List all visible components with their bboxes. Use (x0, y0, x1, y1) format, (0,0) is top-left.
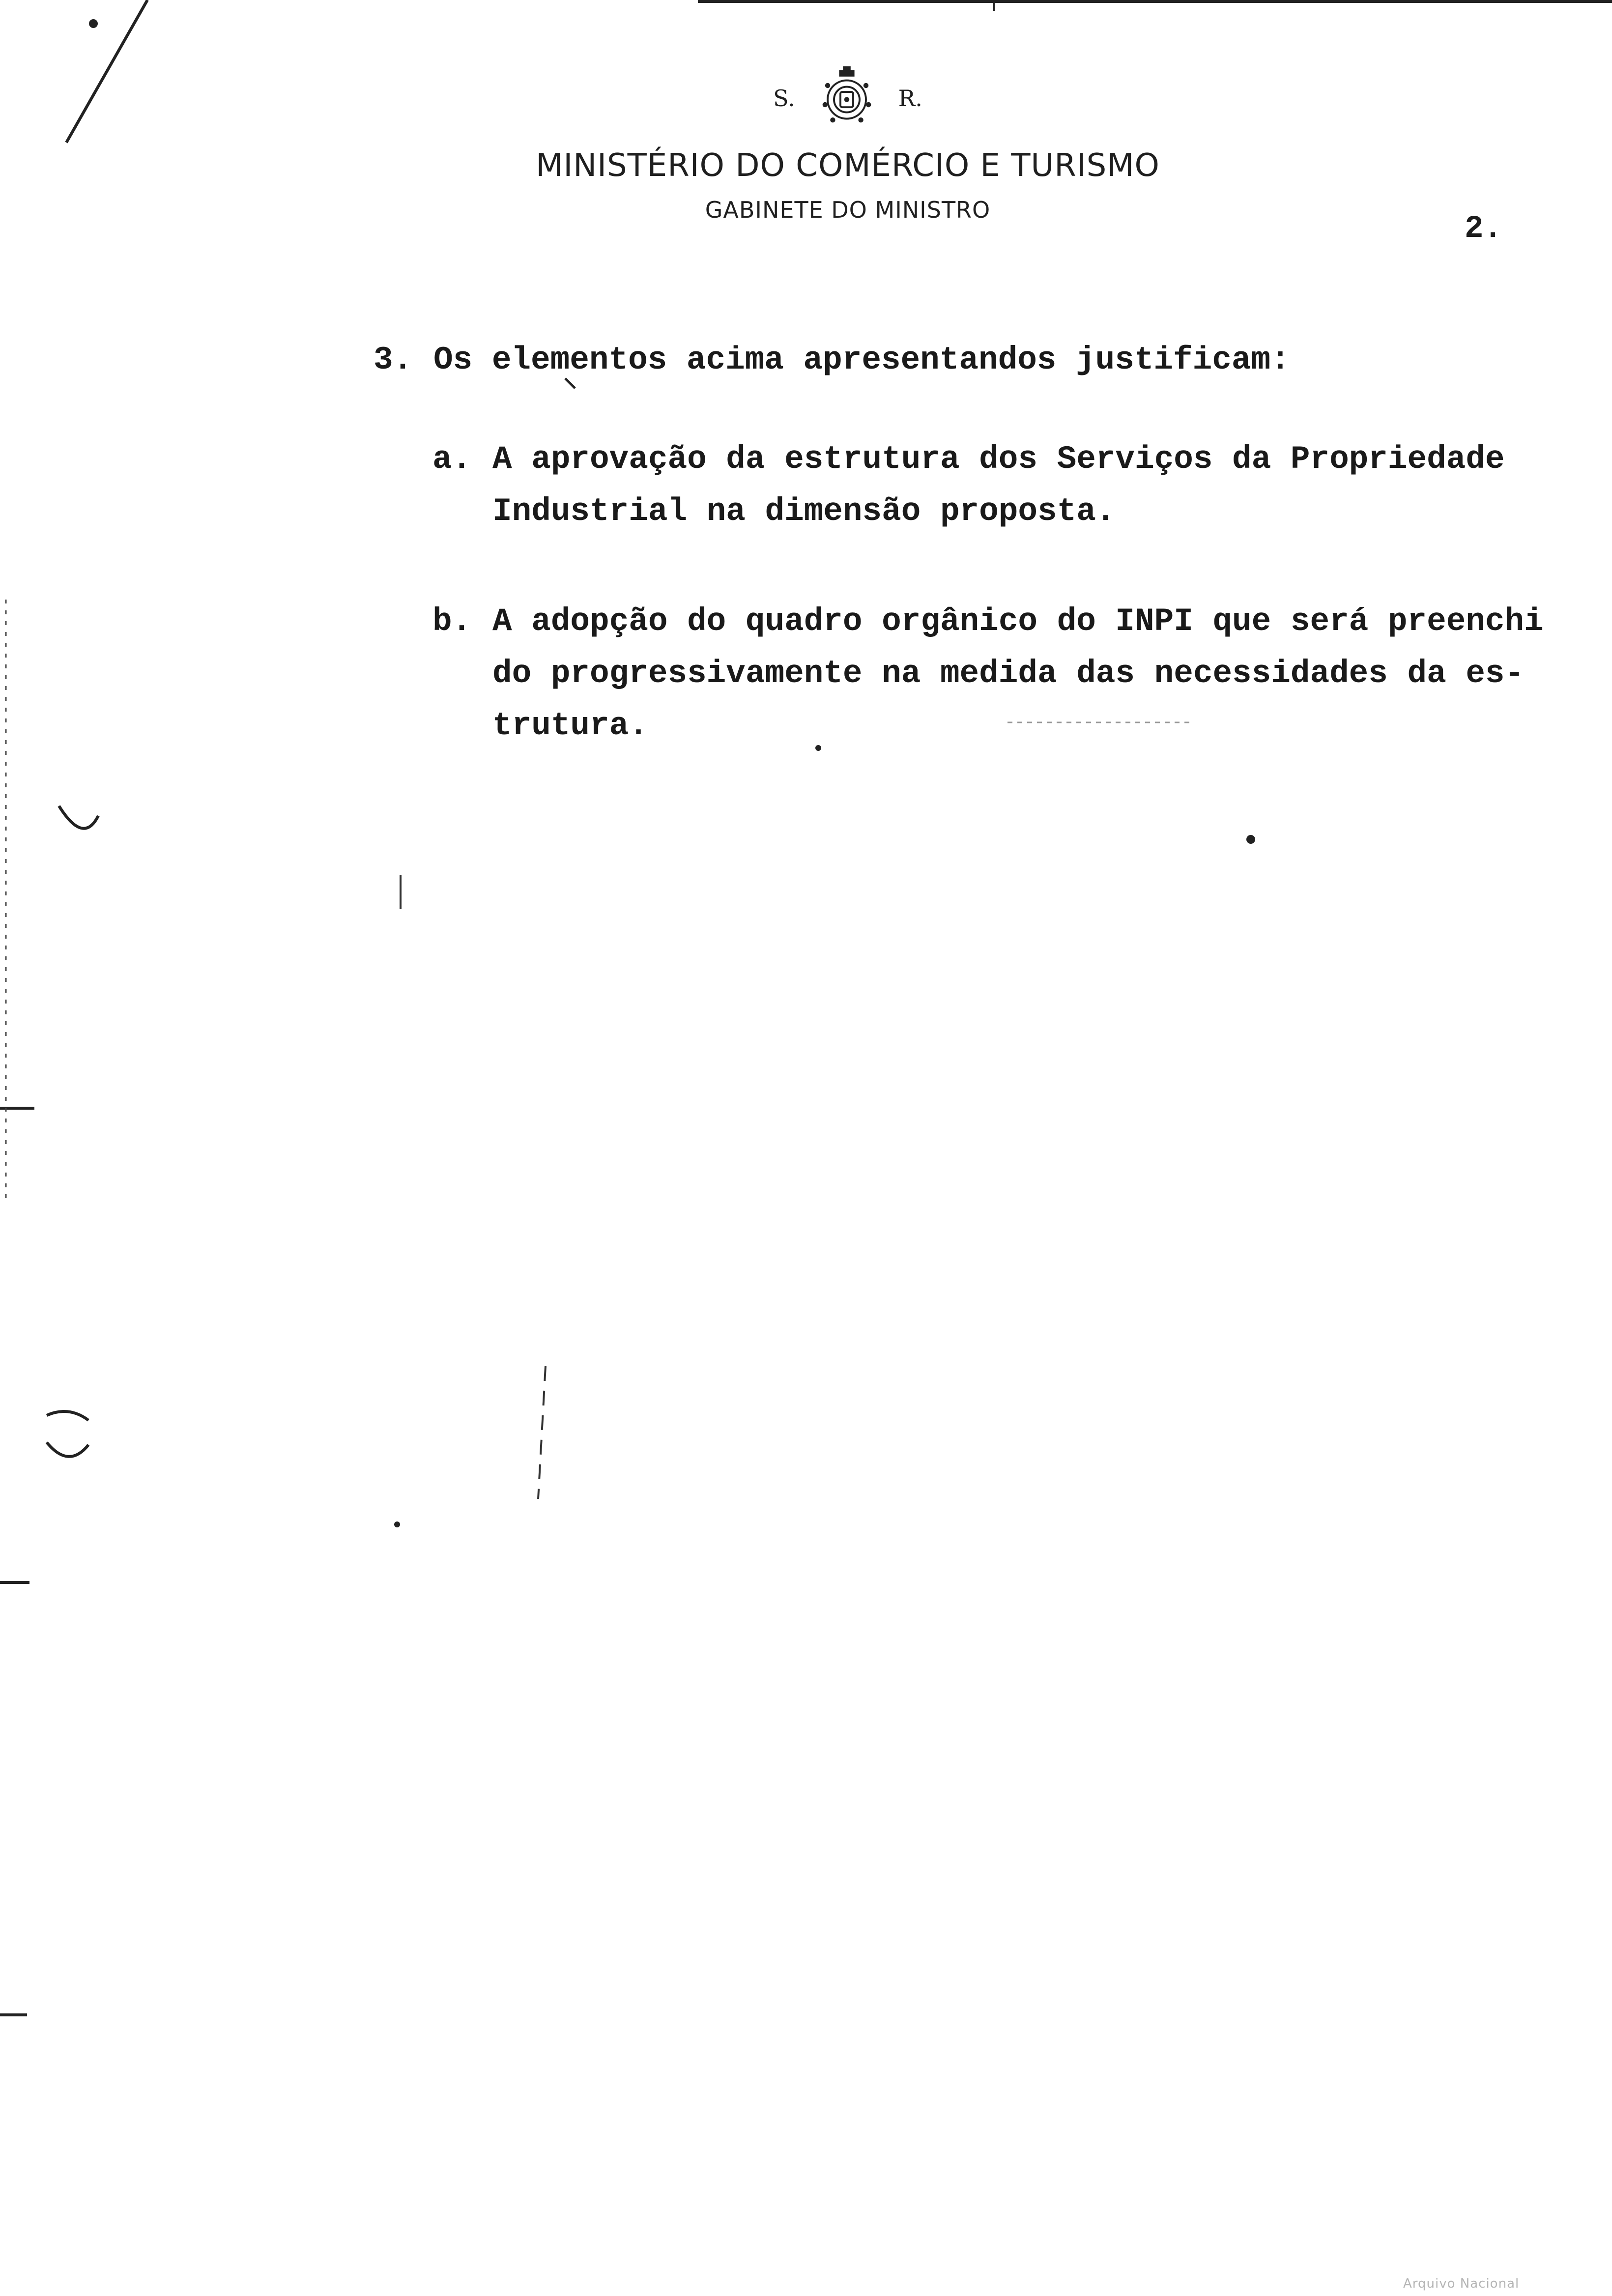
item-b-label: b. (432, 603, 472, 640)
item-b-line: do progressivamente na medida das necessidades da es- (492, 655, 1525, 692)
document-body (374, 334, 1592, 752)
item-3-label: 3. (374, 342, 413, 378)
ministry-name: MINISTÉRIO DO COMÉRCIO E TURISMO (536, 147, 1160, 184)
coat-of-arms-icon (815, 66, 879, 130)
item-3-text: Os elementos acima apresentandos justificam: (433, 342, 1290, 378)
letterhead-initials (0, 64, 1612, 133)
item-b-line: A adopção do quadro orgânico do INPI que será preenchi (492, 603, 1544, 640)
initial-right: R. (898, 85, 922, 112)
item-3 (374, 334, 1592, 386)
cabinet-name: GABINETE DO MINISTRO (705, 197, 991, 223)
item-a-text (492, 433, 1592, 538)
item-b-line: trutura. (492, 707, 648, 744)
item-a-line: Industrial na dimensão proposta. (492, 493, 1116, 530)
item-a (432, 433, 1592, 538)
initial-left: S. (773, 85, 795, 112)
item-a-line: A aprovação da estrutura dos Serviços da Propriedade (492, 441, 1505, 478)
archive-stamp: Arquivo Nacional (1403, 2276, 1520, 2291)
item-b-text (492, 596, 1592, 752)
page-number: 2. (1465, 211, 1502, 247)
top-border-tick (993, 0, 995, 11)
top-border-line (698, 0, 1612, 3)
item-a-label: a. (432, 441, 472, 478)
item-b (432, 596, 1592, 752)
letterhead (0, 64, 1612, 223)
